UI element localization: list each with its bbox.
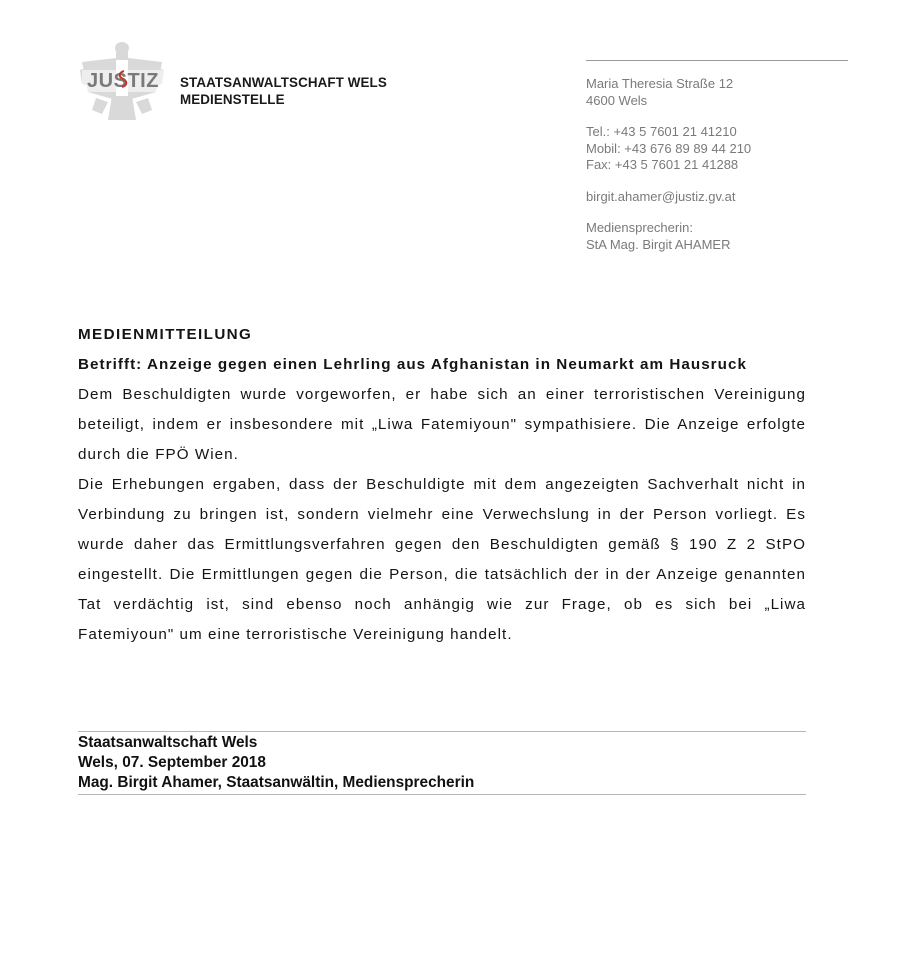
mobile-number: Mobil: +43 676 89 89 44 210 bbox=[586, 140, 752, 156]
spokesperson-label: Mediensprecherin: bbox=[586, 220, 693, 235]
release-paragraph-1: Dem Beschuldigten wurde vorgeworfen, er habe sich an einer terroristischen Vereinigung beteiligt, indem er insbesondere mit „Liwa Fatemiyoun" sympathisiere. Die Anzeige erfolgte durch die FPÖ Wien. bbox=[78, 386, 806, 463]
phone-number: Tel.: +43 5 7601 21 41210 bbox=[586, 124, 737, 139]
release-paragraph-2: Die Erhebungen ergaben, dass der Beschuldigte mit dem angezeigten Sachverhalt nicht in Verbindung zu bringen ist, sondern vielmehr eine Verwechslung in der Person vorliegt. Es wurde daher das Ermittlungsverfahren gegen den Beschuldigten gemäß § 190 Z 2 StPO eingestellt. Die Ermittlungen gegen die Person, die tatsächlich der in der Anzeige genannten Tat verdächtig ist, sind ebenso noch anhängig wie zur Frage, ob es sich bei „Liwa Fatemiyoun" um eine terroristische Vereinigung handelt. bbox=[78, 476, 806, 643]
contact-divider bbox=[586, 60, 848, 61]
office-line-1: STAATSANWALTSCHAFT WELS bbox=[180, 75, 387, 90]
office-line-2: MEDIENSTELLE bbox=[180, 92, 285, 107]
email-address[interactable]: birgit.ahamer@justiz.gv.at bbox=[586, 188, 736, 204]
address-city: 4600 Wels bbox=[586, 92, 648, 108]
justiz-logo bbox=[78, 40, 168, 122]
contact-block bbox=[586, 60, 848, 268]
address-street: Maria Theresia Straße 12 bbox=[586, 76, 734, 91]
release-heading: MEDIENMITTEILUNG bbox=[78, 326, 253, 343]
logo-wordmark: JUSTIZ bbox=[87, 70, 159, 92]
signature-block bbox=[78, 731, 806, 795]
signature-date: Wels, 07. September 2018 bbox=[78, 754, 266, 771]
address bbox=[586, 76, 848, 109]
release-subject: Betrifft: Anzeige gegen einen Lehrling aus Afghanistan in Neumarkt am Hausruck bbox=[78, 356, 747, 373]
spokesperson bbox=[586, 220, 848, 253]
phone-numbers bbox=[586, 124, 848, 174]
spokesperson-name: StA Mag. Birgit AHAMER bbox=[586, 236, 731, 252]
signature-office: Staatsanwaltschaft Wels bbox=[78, 734, 258, 751]
eagle-emblem-icon bbox=[78, 40, 168, 122]
office-name bbox=[180, 74, 387, 108]
signature-author: Mag. Birgit Ahamer, Staatsanwältin, Mediensprecherin bbox=[78, 774, 475, 791]
press-release-body bbox=[78, 320, 806, 650]
email-block bbox=[586, 189, 848, 206]
fax-number: Fax: +43 5 7601 21 41288 bbox=[586, 157, 739, 172]
